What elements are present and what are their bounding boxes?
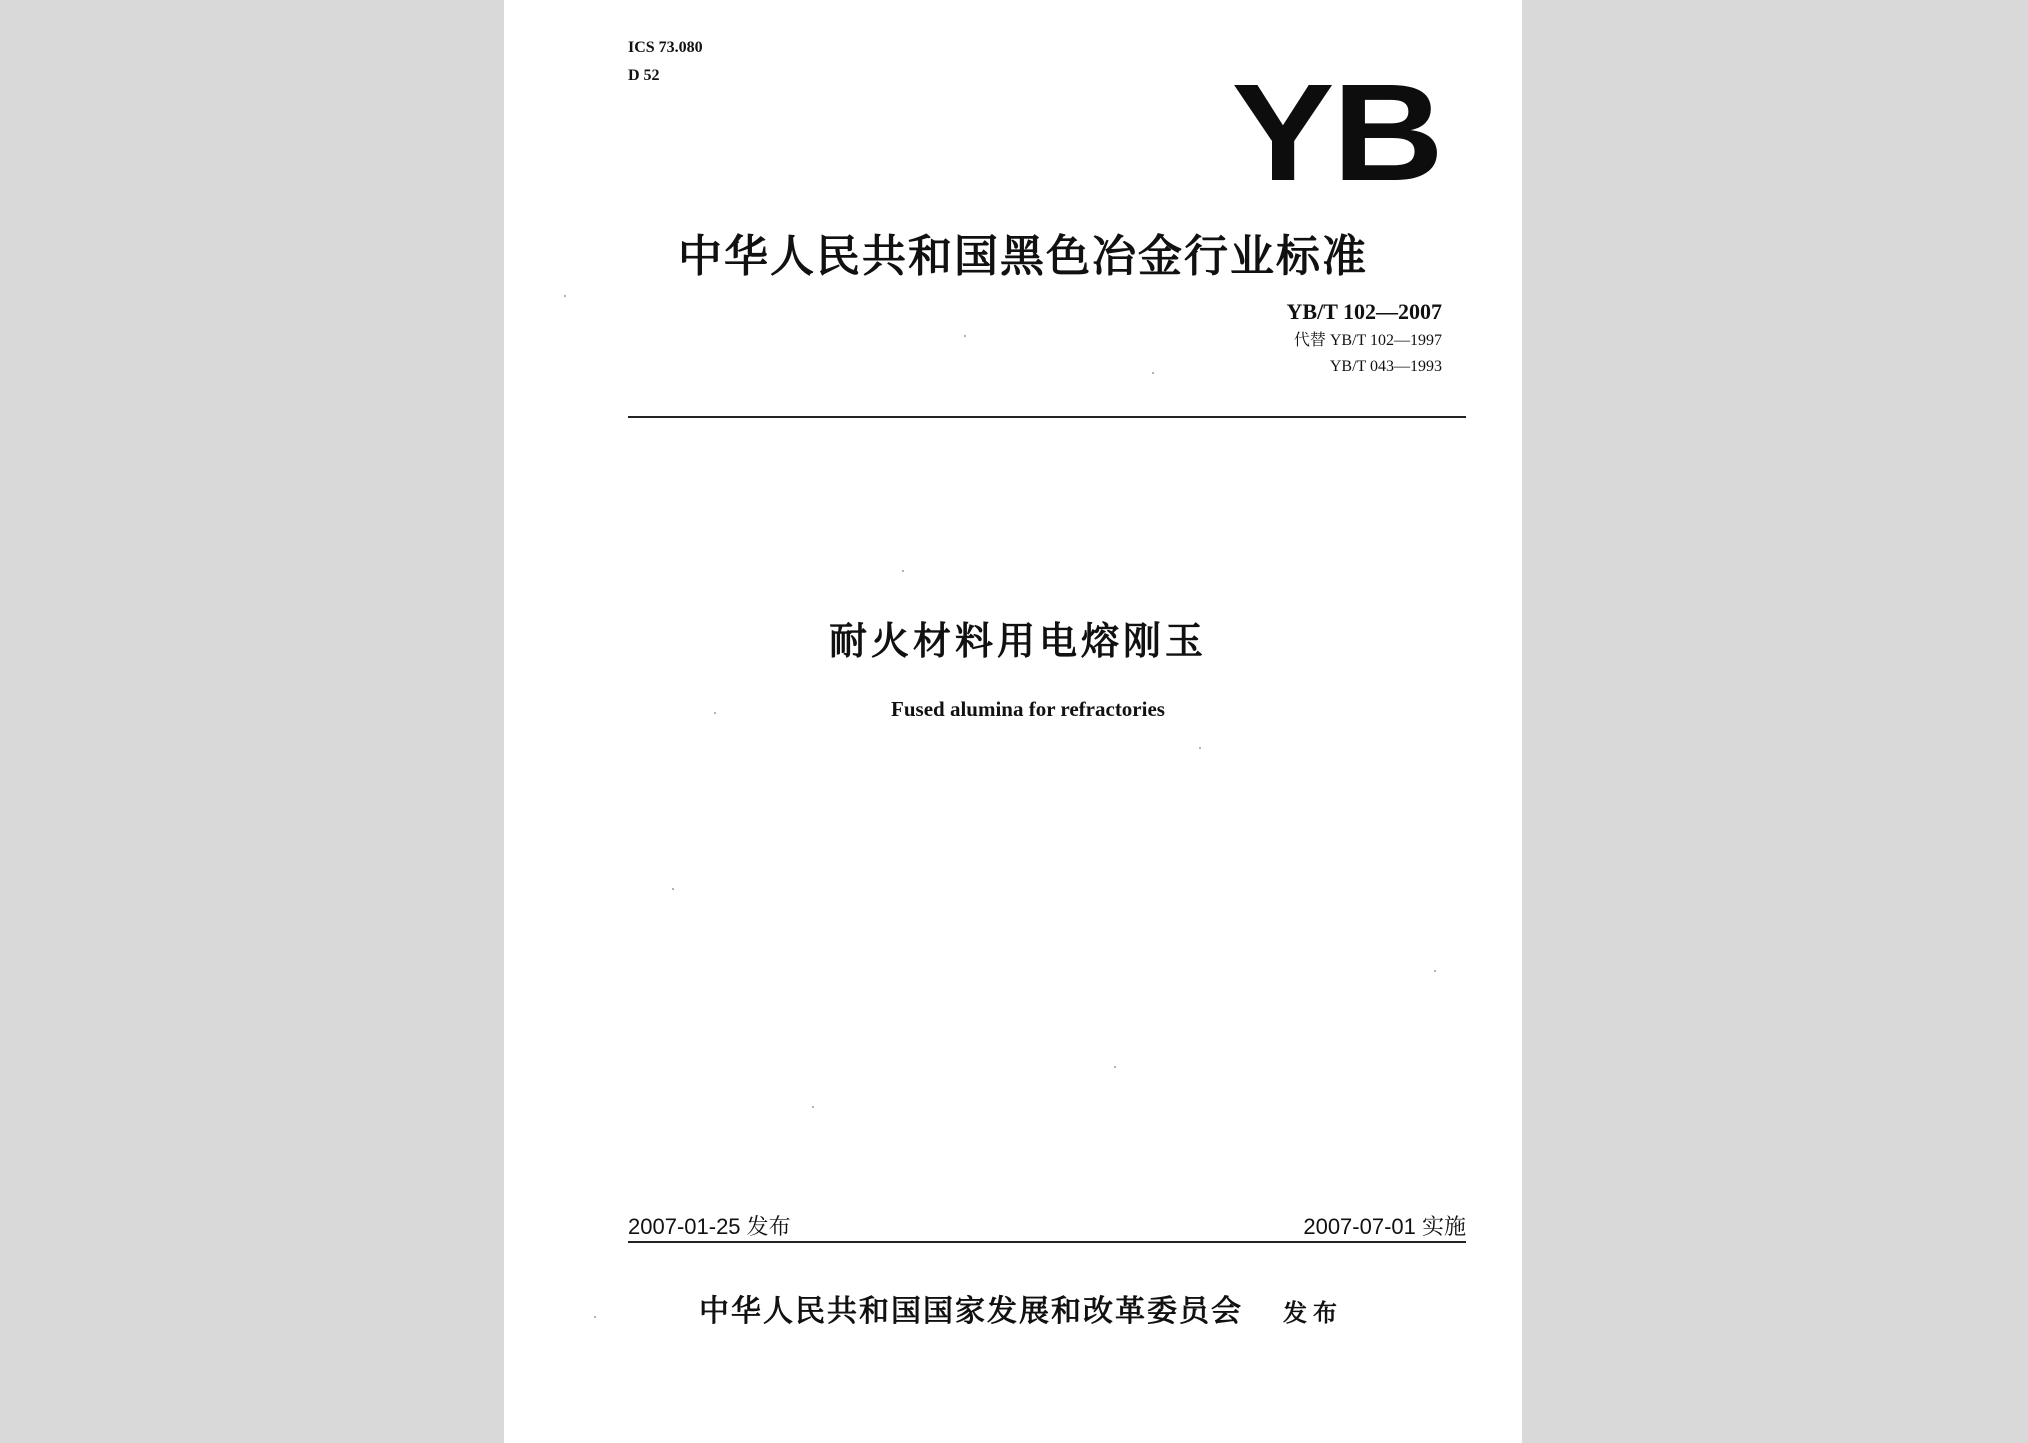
ics-code: ICS 73.080 — [628, 39, 703, 56]
classification-codes — [628, 34, 703, 90]
replaces-line-2: YB/T 043—1993 — [1329, 358, 1442, 375]
publisher-action: 发布 — [1283, 1301, 1343, 1327]
header-divider — [628, 416, 1466, 418]
replaces-line-1: 代替 YB/T 102—1997 — [1293, 332, 1442, 349]
publisher-line — [504, 1286, 1522, 1330]
implementation-date: 2007-07-01 实施 — [1303, 1214, 1466, 1239]
scan-speck — [964, 335, 966, 337]
scan-speck — [672, 888, 674, 890]
document-title-en: Fused alumina for refractories — [891, 697, 1165, 721]
scan-speck — [1434, 970, 1436, 972]
scan-speck — [1114, 1066, 1116, 1068]
issue-date: 2007-01-25 发布 — [628, 1214, 791, 1239]
publisher-name: 中华人民共和国国家发展和改革委员会 — [699, 1295, 1243, 1328]
standard-number-block — [1287, 296, 1442, 380]
scan-speck — [902, 570, 904, 572]
scan-speck — [812, 1106, 814, 1108]
yb-logo: YB — [1231, 56, 1442, 210]
ccs-code: D 52 — [628, 67, 660, 84]
scan-speck — [594, 1316, 596, 1318]
scan-speck — [1152, 372, 1154, 374]
scan-speck — [564, 295, 566, 297]
scan-speck — [714, 712, 716, 714]
standard-number: YB/T 102—2007 — [1286, 299, 1442, 324]
scan-speck — [1199, 747, 1201, 749]
document-title-cn: 耐火材料用电熔刚玉 — [828, 621, 1207, 663]
document-page — [504, 0, 1522, 1443]
standard-category: 中华人民共和国黑色冶金行业标准 — [678, 232, 1368, 281]
footer-divider — [628, 1241, 1466, 1243]
